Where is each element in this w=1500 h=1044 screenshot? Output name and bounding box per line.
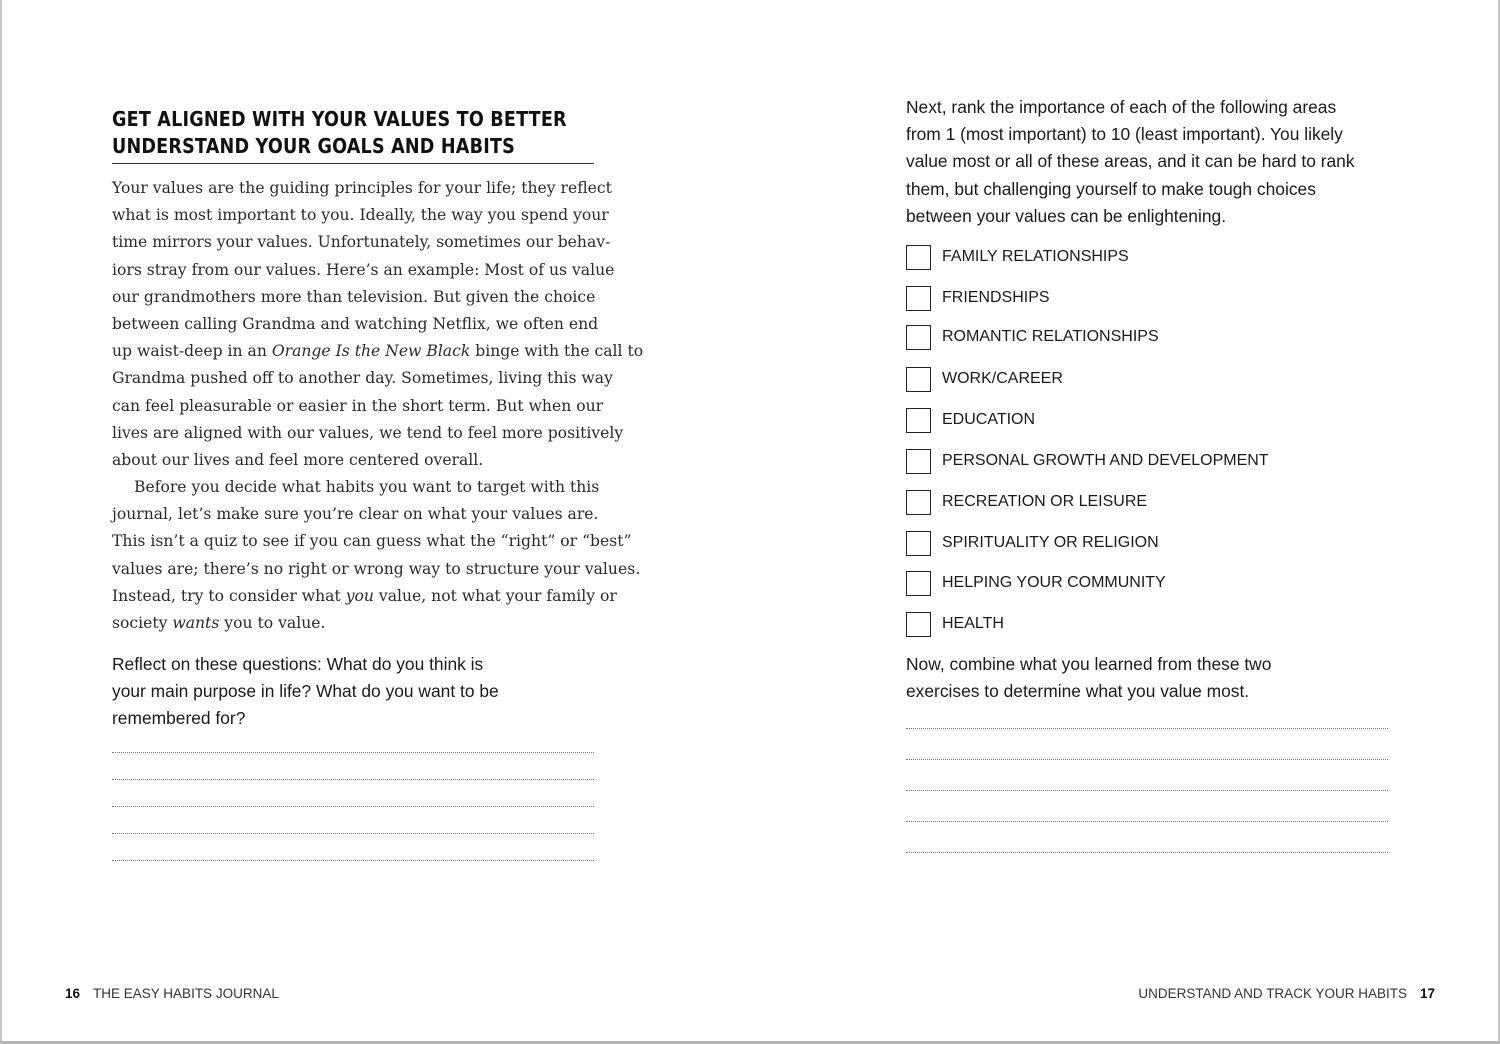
checklist-label: FRIENDSHIPS [942, 289, 1050, 306]
checklist-item[interactable] [906, 569, 1166, 597]
checklist-item[interactable] [906, 284, 1050, 312]
heading-line: GET ALIGNED WITH YOUR VALUES TO BETTER [112, 107, 567, 131]
text-line: lives are aligned with our values, we tend to feel more positively [112, 423, 624, 442]
checklist-label: HELPING YOUR COMMUNITY [942, 574, 1166, 591]
checklist-label: SPIRITUALITY OR RELIGION [942, 534, 1159, 551]
ranking-instructions [906, 94, 1390, 230]
checklist-label: PERSONAL GROWTH AND DEVELOPMENT [942, 452, 1269, 469]
text-line: This isn’t a quiz to see if you can guess what the “right” or “best” [112, 532, 632, 551]
writing-line[interactable] [906, 852, 1388, 853]
text-line: Grandma pushed off to another day. Sometimes, living this way [112, 369, 613, 388]
running-title: UNDERSTAND AND TRACK YOUR HABITS [1138, 986, 1407, 1001]
emphasis-italic: wants [172, 614, 220, 633]
running-title: THE EASY HABITS JOURNAL [93, 986, 279, 1001]
text-line: iors stray from our values. Here’s an example: Most of us value [112, 260, 615, 279]
checklist-label: WORK/CAREER [942, 370, 1063, 387]
writing-line[interactable] [906, 790, 1388, 791]
writing-line[interactable] [112, 833, 594, 834]
checkbox[interactable] [906, 367, 931, 392]
checklist-item[interactable] [906, 610, 1004, 638]
checklist-label: ROMANTIC RELATIONSHIPS [942, 328, 1159, 345]
prompt-line: them, but challenging yourself to make tough choices [906, 178, 1316, 199]
writing-line[interactable] [112, 806, 594, 807]
heading-line: UNDERSTAND YOUR GOALS AND HABITS [112, 134, 515, 158]
checkbox[interactable] [906, 571, 931, 596]
prompt-line: from 1 (most important) to 10 (least important). You likely [906, 124, 1343, 145]
text-line: what is most important to you. Ideally, the way you spend your [112, 206, 609, 225]
checklist-label: HEALTH [942, 615, 1004, 632]
body-paragraph-1 [112, 175, 644, 474]
checkbox[interactable] [906, 490, 931, 515]
text-line [112, 338, 644, 365]
checklist-label: RECREATION OR LEISURE [942, 493, 1148, 510]
text-line: our grandmothers more than television. But given the choice [112, 287, 596, 306]
checkbox[interactable] [906, 449, 931, 474]
prompt-line: remembered for? [112, 708, 246, 729]
prompt-line: Next, rank the importance of each of the following areas [906, 97, 1337, 117]
section-heading [112, 106, 594, 160]
heading-rule [112, 163, 594, 164]
checklist-item[interactable] [906, 529, 1159, 557]
combine-prompt [906, 651, 1390, 705]
prompt-line: exercises to determine what you value most. [906, 681, 1250, 702]
reflection-prompt [112, 651, 594, 733]
page-number: 17 [1419, 986, 1435, 1001]
prompt-line: Reflect on these questions: What do you think is [112, 654, 484, 674]
checklist-label: EDUCATION [942, 411, 1036, 428]
prompt-line: between your values can be enlightening. [906, 205, 1227, 226]
text-line: between calling Grandma and watching Netflix, we often end [112, 315, 599, 334]
writing-line[interactable] [112, 860, 594, 861]
checkbox[interactable] [906, 325, 931, 350]
text-line: about our lives and feel more centered overall. [112, 451, 484, 470]
checklist-item[interactable] [906, 323, 1159, 351]
text-line [112, 610, 602, 637]
checkbox[interactable] [906, 612, 931, 637]
text-line: time mirrors your values. Unfortunately, sometimes our behav- [112, 233, 611, 252]
emphasis-italic: you [345, 586, 374, 605]
checklist-item[interactable] [906, 406, 1035, 434]
footer-left [65, 986, 279, 1001]
prompt-line: value most or all of these areas, and it can be hard to rank [906, 151, 1355, 172]
text-run: binge with the call to [470, 342, 644, 361]
text-line: Your values are the guiding principles for your life; they reflect [112, 179, 612, 197]
text-line: values are; there’s no right or wrong way to structure your values. [112, 559, 641, 578]
writing-line[interactable] [112, 779, 594, 780]
checkbox[interactable] [906, 408, 931, 433]
prompt-line: Now, combine what you learned from these two [906, 654, 1272, 674]
checklist-item[interactable] [906, 243, 1129, 271]
text-line: journal, let’s make sure you’re clear on what your values are. [112, 505, 599, 524]
checkbox[interactable] [906, 245, 931, 270]
checklist-label: FAMILY RELATIONSHIPS [942, 248, 1129, 265]
checkbox[interactable] [906, 286, 931, 311]
checklist-item[interactable] [906, 365, 1063, 393]
text-run: society [112, 614, 173, 633]
footer-right [1138, 986, 1435, 1001]
text-line [112, 583, 617, 610]
text-run: you to value. [219, 614, 326, 633]
page-number: 16 [65, 986, 81, 1001]
writing-line[interactable] [906, 728, 1388, 729]
prompt-line: your main purpose in life? What do you want to be [112, 681, 499, 702]
book-title-italic: Orange Is the New Black [271, 342, 471, 361]
body-paragraph-2 [112, 474, 641, 637]
text-run: value, not what your family or [373, 586, 617, 605]
text-run: up waist-deep in an [112, 342, 272, 361]
text-line: can feel pleasurable or easier in the short term. But when our [112, 396, 604, 415]
checklist-item[interactable] [906, 488, 1147, 516]
checkbox[interactable] [906, 531, 931, 556]
writing-line[interactable] [112, 752, 594, 753]
text-run: Instead, try to consider what [112, 586, 346, 605]
writing-line[interactable] [906, 759, 1388, 760]
writing-line[interactable] [906, 821, 1388, 822]
checklist-item[interactable] [906, 447, 1269, 475]
text-line: Before you decide what habits you want to target with this [134, 478, 600, 496]
